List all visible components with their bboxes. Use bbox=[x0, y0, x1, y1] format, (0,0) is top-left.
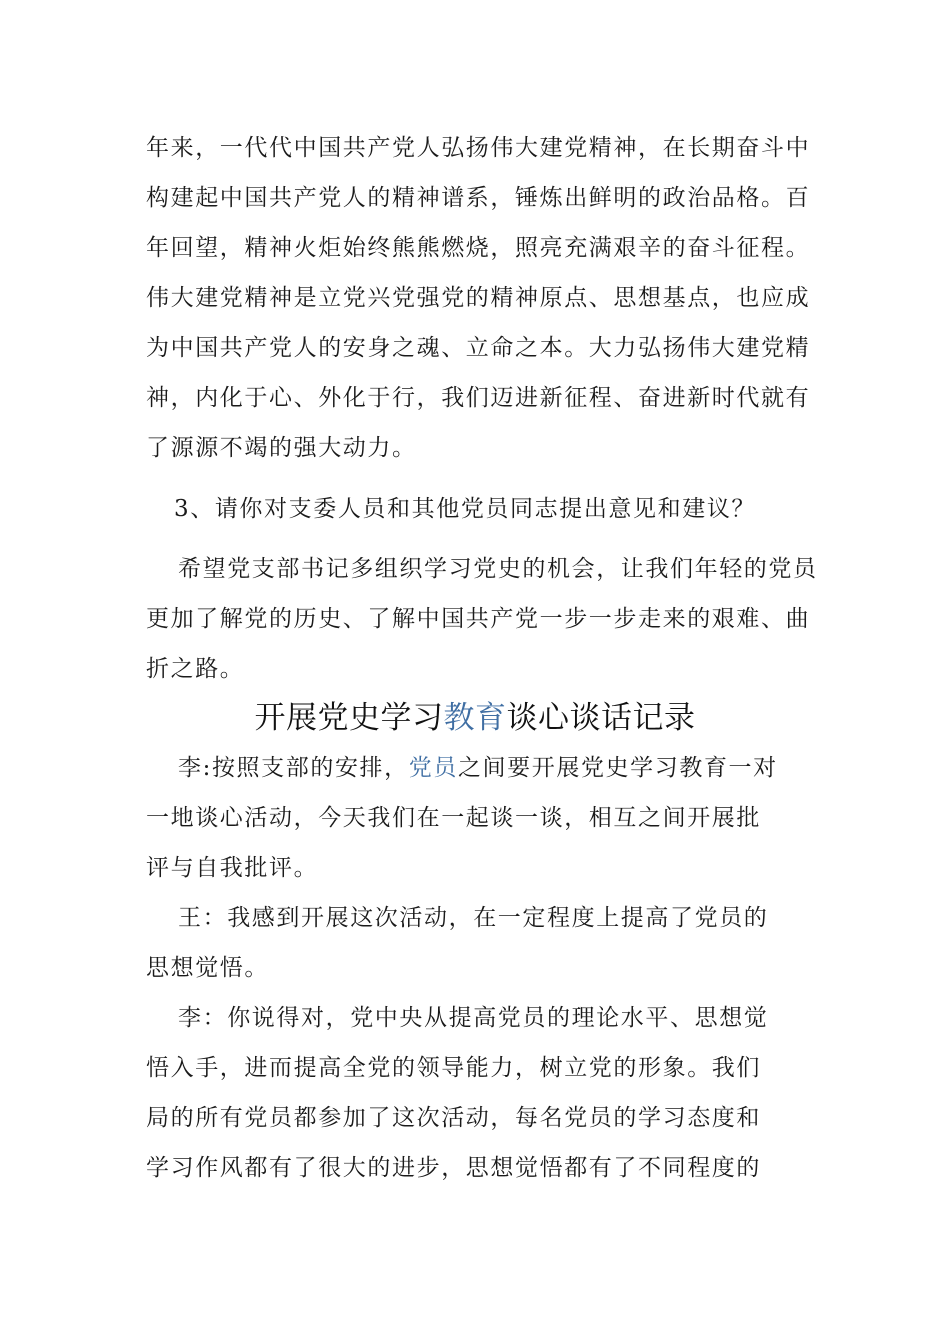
heading-education-link[interactable]: 教育 bbox=[443, 700, 507, 736]
text-line: 思想觉悟。 bbox=[146, 955, 269, 981]
dialog-li-2 bbox=[146, 993, 806, 1193]
text-line: 李：你说得对，党中央从提高党员的理论水平、思想觉 bbox=[178, 1005, 769, 1031]
text-line: 局的所有党员都参加了这次活动，每名党员的学习态度和 bbox=[146, 1105, 761, 1131]
party-member-link[interactable]: 党员 bbox=[408, 755, 458, 781]
text-line: 更加了解党的历史、了解中国共产党一步一步走来的艰难、曲 bbox=[146, 606, 811, 632]
text-line: 了源源不竭的强大动力。 bbox=[146, 435, 417, 461]
paragraph-party-spirit bbox=[146, 123, 811, 473]
section-heading bbox=[0, 693, 950, 743]
text-line: 悟入手，进而提高全党的领导能力，树立党的形象。我们 bbox=[146, 1055, 761, 1081]
question-3 bbox=[174, 484, 834, 534]
text-line: 一地谈心活动，今天我们在一起谈一谈，相互之间开展批 bbox=[146, 805, 761, 831]
text-line: 评与自我批评。 bbox=[146, 855, 319, 881]
text-line: 伟大建党精神是立党兴党强党的精神原点、思想基点，也应成 bbox=[146, 285, 811, 311]
text-line: 构建起中国共产党人的精神谱系，锤炼出鲜明的政治品格。百 bbox=[146, 185, 811, 211]
dialog-first-line bbox=[146, 743, 806, 793]
text-line: 年回望，精神火炬始终熊熊燃烧，照亮充满艰辛的奋斗征程。 bbox=[146, 235, 811, 261]
dialog-li-1 bbox=[146, 743, 806, 893]
dialog-suffix: 之间要开展党史学习教育一对 bbox=[457, 755, 778, 781]
question-text: 3、请你对支委人员和其他党员同志提出意见和建议？ bbox=[174, 496, 757, 522]
text-line: 学习作风都有了很大的进步，思想觉悟都有了不同程度的 bbox=[146, 1155, 761, 1181]
text-line: 为中国共产党人的安身之魂、立命之本。大力弘扬伟大建党精 bbox=[146, 335, 811, 361]
text-line: 神，内化于心、外化于行，我们迈进新征程、奋进新时代就有 bbox=[146, 385, 811, 411]
text-line: 希望党支部书记多组织学习党史的机会，让我们年轻的党员 bbox=[178, 556, 818, 582]
text-line: 王：我感到开展这次活动，在一定程度上提高了党员的 bbox=[178, 905, 769, 931]
dialog-prefix: 李:按照支部的安排， bbox=[178, 755, 409, 781]
heading-part-1: 开展党史学习 bbox=[254, 700, 444, 736]
text-line: 折之路。 bbox=[146, 656, 245, 682]
text-line: 年来，一代代中国共产党人弘扬伟大建党精神，在长期奋斗中 bbox=[146, 135, 811, 161]
dialog-wang bbox=[146, 893, 806, 993]
paragraph-suggestion bbox=[146, 544, 818, 694]
heading-part-3: 谈心谈话记录 bbox=[506, 700, 696, 736]
